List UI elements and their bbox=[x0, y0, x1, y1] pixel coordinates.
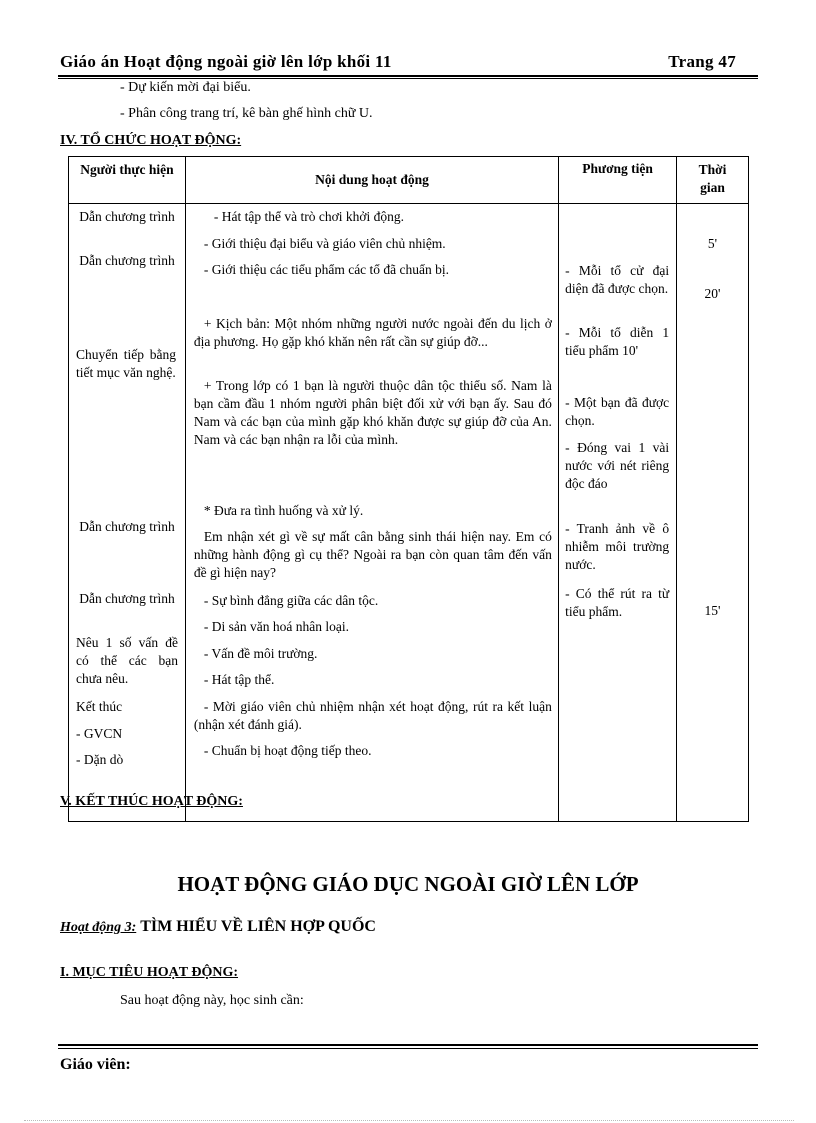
content-cell bbox=[185, 204, 558, 822]
page-header bbox=[60, 52, 756, 72]
means-item: - Tranh ảnh về ô nhiễm môi trường nước. bbox=[565, 521, 670, 572]
means-item: - Mỗi tổ diễn 1 tiểu phẩm 10' bbox=[565, 325, 670, 358]
footer-rule bbox=[58, 1044, 758, 1046]
who-item: Kết thúc bbox=[76, 699, 123, 714]
col-header-means: Phương tiện bbox=[559, 157, 677, 204]
page-edge bbox=[24, 1120, 794, 1121]
content-item: - Di sản văn hoá nhân loại. bbox=[203, 619, 349, 634]
means-item: - Đóng vai 1 vài nước với nét riêng độc đáo bbox=[565, 440, 670, 491]
activity-table bbox=[68, 156, 749, 822]
table-body-row bbox=[69, 204, 749, 822]
means-item: - Mỗi tổ cử đại diện đã được chọn. bbox=[565, 263, 670, 296]
content-item: + Kịch bản: Một nhóm những người nước ngoài đến du lịch ở địa phương. Họ gặp khó khăn nên rất cần sự giúp đỡ... bbox=[193, 316, 552, 349]
footer-teacher: Giáo viên: bbox=[60, 1056, 131, 1073]
content-item: - Vấn đề môi trường. bbox=[203, 646, 318, 661]
content-item: * Đưa ra tình huống và xử lý. bbox=[203, 503, 364, 518]
intro-text: Sau hoạt động này, học sinh cần: bbox=[120, 993, 304, 1008]
who-item: - GVCN bbox=[76, 726, 123, 741]
content-item: - Hát tập thể. bbox=[203, 672, 275, 687]
means-item: - Có thể rút ra từ tiểu phẩm. bbox=[565, 586, 670, 619]
main-title: HOẠT ĐỘNG GIÁO DỤC NGOÀI GIỜ LÊN LỚP bbox=[177, 872, 639, 896]
time-item: 20' bbox=[704, 286, 721, 301]
time-item: 15' bbox=[704, 603, 721, 618]
who-item: Dẫn chương trình bbox=[79, 253, 175, 268]
col-header-content: Nội dung hoạt động bbox=[185, 157, 558, 204]
who-item: Chuyển tiếp bằng tiết mục văn nghệ. bbox=[76, 347, 176, 380]
content-item: - Giới thiệu các tiểu phẩm các tổ đã chuẩn bị. bbox=[203, 262, 450, 277]
who-cell bbox=[69, 204, 186, 822]
content-item: - Sự bình đẳng giữa các dân tộc. bbox=[203, 593, 379, 608]
time-cell bbox=[677, 204, 749, 822]
col-header-who: Người thực hiện bbox=[69, 157, 186, 204]
content-item: - Hát tập thể và trò chơi khởi động. bbox=[213, 209, 404, 224]
who-item: Dẫn chương trình bbox=[79, 519, 175, 534]
content-item: - Giới thiệu đại biểu và giáo viên chủ nhiệm. bbox=[203, 236, 446, 251]
activity-title: TÌM HIỂU VỀ LIÊN HỢP QUỐC bbox=[140, 918, 376, 935]
who-item: Dẫn chương trình bbox=[79, 209, 175, 224]
header-rule bbox=[58, 75, 758, 77]
section-1-heading: I. MỤC TIÊU HOẠT ĐỘNG: bbox=[60, 965, 239, 980]
header-rule-thin bbox=[58, 78, 758, 79]
activity-label: Hoạt động 3: bbox=[60, 920, 137, 935]
content-item: - Mời giáo viên chủ nhiệm nhận xét hoạt động, rút ra kết luận (nhận xét đánh giá). bbox=[193, 699, 552, 732]
time-item: 5' bbox=[707, 236, 718, 251]
section-5-heading: V. KẾT THÚC HOẠT ĐỘNG: bbox=[60, 794, 243, 809]
who-item: - Dặn dò bbox=[76, 752, 124, 767]
footer-rule-thin bbox=[58, 1048, 758, 1049]
who-item: Dẫn chương trình bbox=[79, 591, 175, 606]
table-header-row bbox=[69, 157, 749, 204]
content-item: + Trong lớp có 1 bạn là người thuộc dân tộc thiểu số. Nam là bạn cầm đầu 1 nhóm người phân biệt đối xử với bạn ấy. Sau đó Nam và các bạn của mình gặp khó khăn được sự giúp đỡ của An. Nam và các bạn nhận ra lỗi của mình. bbox=[193, 378, 552, 447]
who-item: Nêu 1 số vấn đề có thể các bạn chưa nêu. bbox=[76, 635, 178, 686]
col-header-time: Thời gian bbox=[677, 157, 749, 204]
header-title: Giáo án Hoạt động ngoài giờ lên lớp khối 11 bbox=[60, 52, 392, 71]
content-item: Em nhận xét gì về sự mất cân bằng sinh thái hiện nay. Em có những hành động gì cụ thể? Ngoài ra bạn còn quan tâm đến vấn đề gì hiện nay? bbox=[193, 529, 552, 580]
means-item: - Một bạn đã được chọn. bbox=[565, 395, 670, 428]
content-item: - Chuẩn bị hoạt động tiếp theo. bbox=[203, 743, 372, 758]
prep-line: - Dự kiến mời đại biểu. bbox=[120, 80, 251, 95]
means-cell bbox=[559, 204, 677, 822]
prep-line: - Phân công trang trí, kê bàn ghế hình chữ U. bbox=[120, 106, 373, 121]
section-4-heading: IV. TỔ CHỨC HOẠT ĐỘNG: bbox=[60, 133, 242, 148]
activity-heading bbox=[60, 918, 376, 936]
page-number: Trang 47 bbox=[668, 52, 736, 71]
